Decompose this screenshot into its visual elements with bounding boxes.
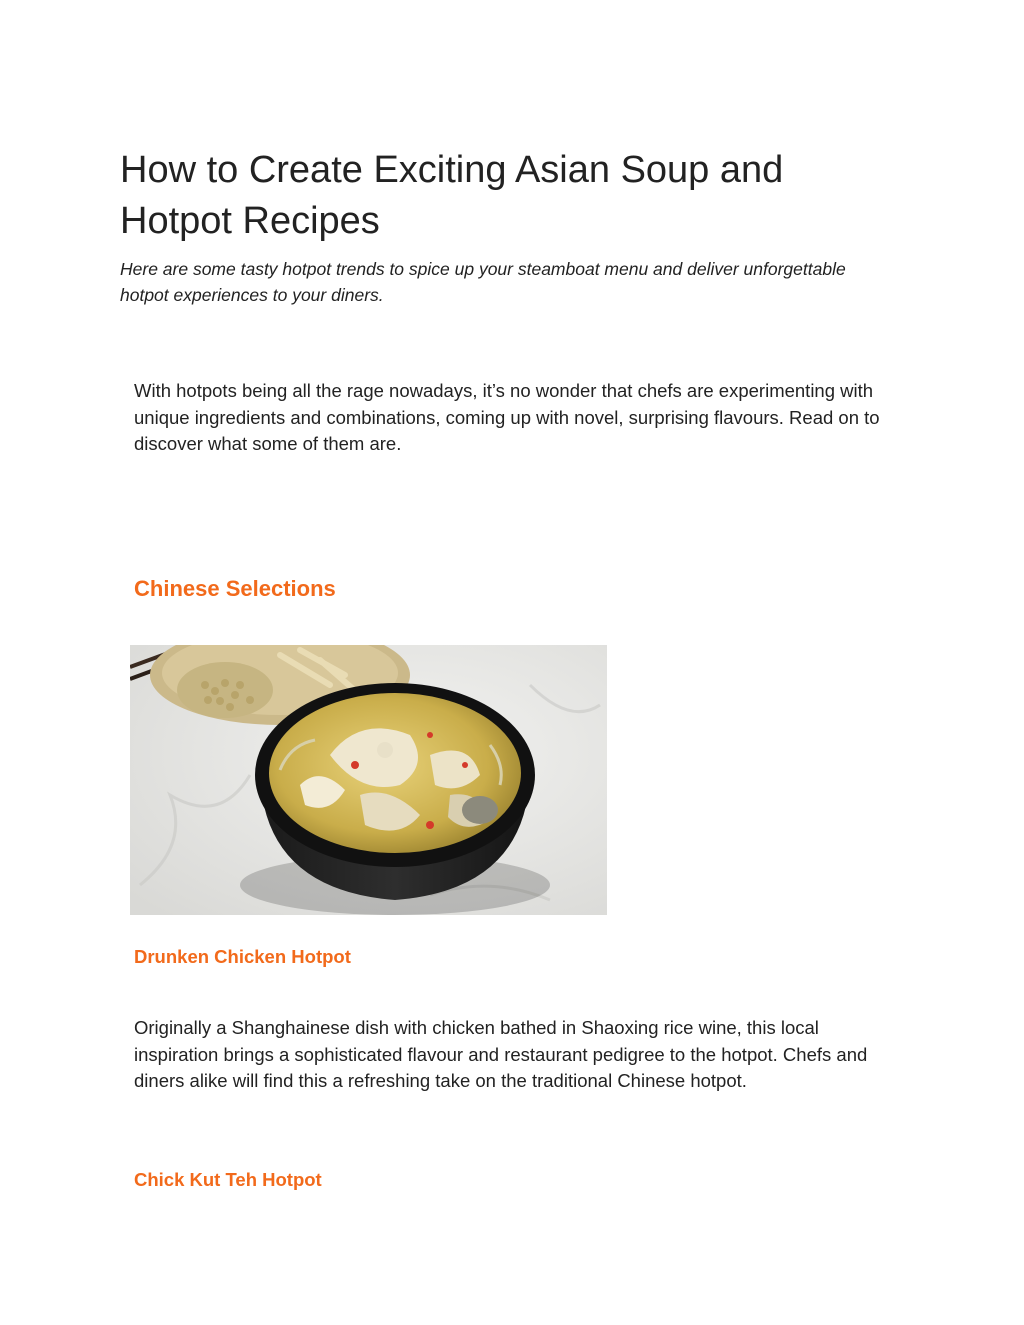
intro-paragraph: With hotpots being all the rage nowadays, it’s no wonder that chefs are experimenting with unique ingredients and combinations, coming up with novel, surprising flavours. Read on to discover what some of them are. <box>134 380 880 454</box>
dish-title-chick-kut-teh-hotpot: Chick Kut Teh Hotpot <box>134 1169 322 1190</box>
section-heading-chinese-selections: Chinese Selections <box>134 576 336 601</box>
article-subtitle: Here are some tasty hotpot trends to spice up your steamboat menu and deliver unforgettable hotpot experiences to your diners. <box>120 259 846 305</box>
drunken-chicken-hotpot-image <box>130 645 607 915</box>
dish-description-drunken-chicken-hotpot: Originally a Shanghainese dish with chicken bathed in Shaoxing rice wine, this local inspiration brings a sophisticated flavour and restaurant pedigree to the hotpot. Chefs and diners alike will find this a refreshing take on the traditional Chinese hotpot. <box>134 1017 868 1091</box>
page-title: How to Create Exciting Asian Soup and Hotpot Recipes <box>120 149 784 242</box>
dish-title-drunken-chicken-hotpot: Drunken Chicken Hotpot <box>134 946 351 967</box>
